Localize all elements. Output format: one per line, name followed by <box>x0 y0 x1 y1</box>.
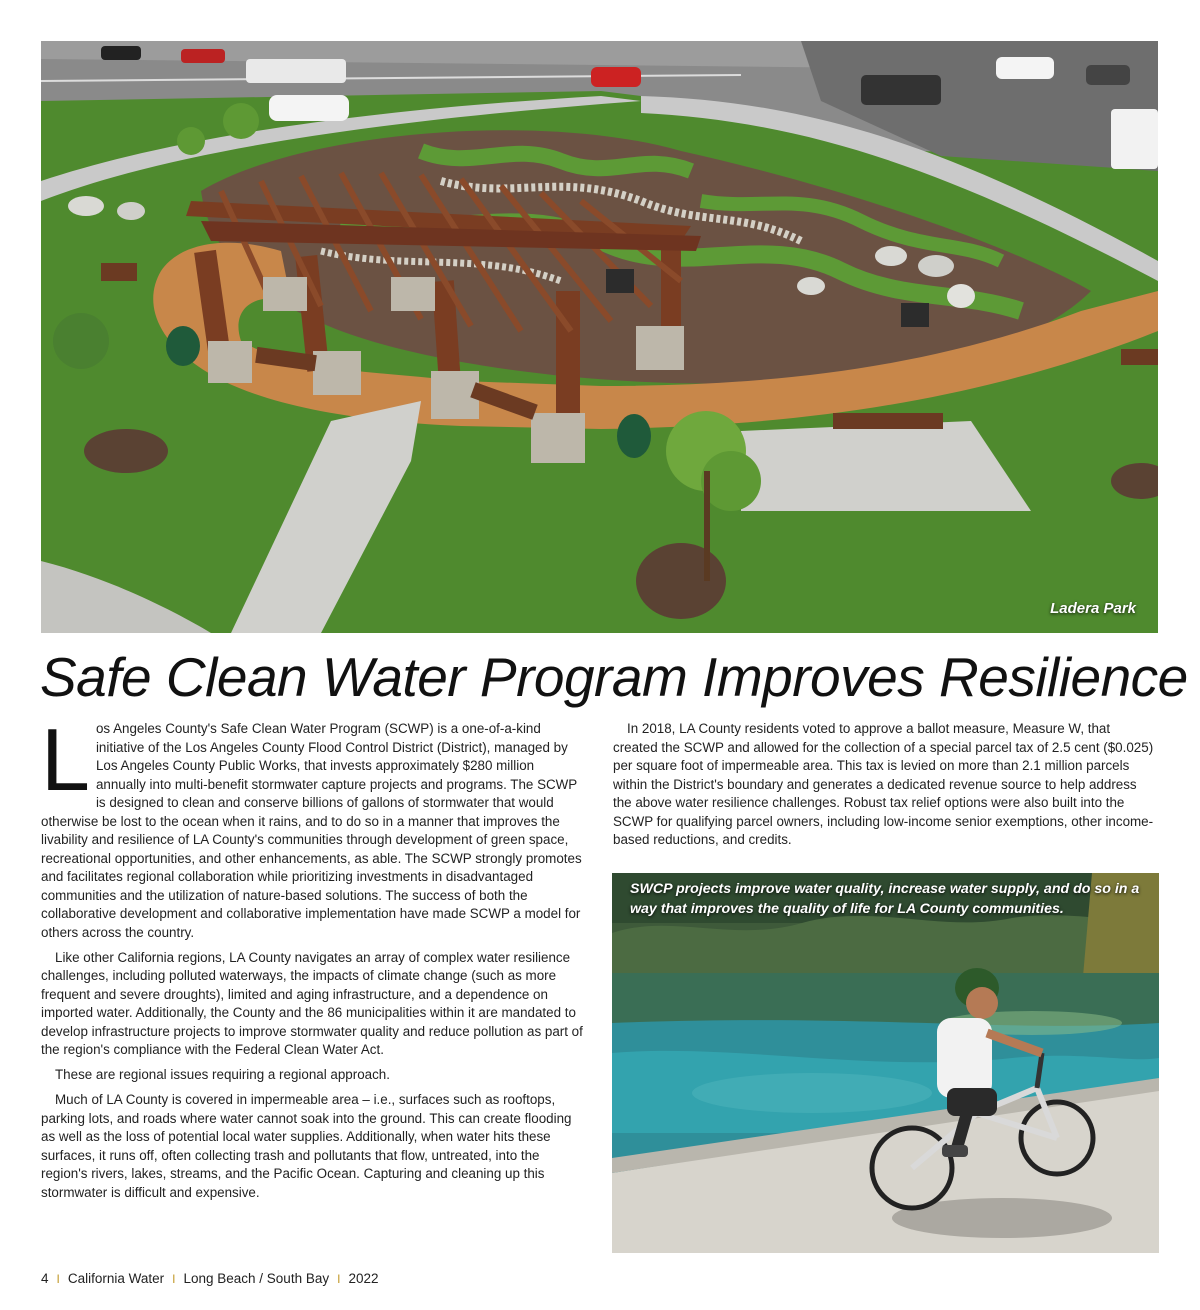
article-left-column <box>41 710 583 1209</box>
footer-separator: I <box>337 1272 341 1286</box>
footer-separator: I <box>56 1272 60 1286</box>
article-right-column <box>613 720 1155 856</box>
park-aerial-illustration <box>41 41 1158 633</box>
bicycle-lake-photo <box>612 873 1159 1253</box>
hero-photo <box>41 41 1158 633</box>
publication-name: California Water <box>67 1271 165 1286</box>
bicycle-lake-illustration <box>612 873 1159 1253</box>
article-paragraph-2: Like other California regions, LA County navigates an array of complex water resilience challenges, including polluted waterways, the impacts of climate change (such as more frequent and severe droughts), limited and aging infrastructure, and a dependence on imported water. Additionally, the County and the 86 municipalities within it are mandated to develop infrastructure projects to improve stormwater quality and reduce pollution as part of the region's compliance with the Federal Clean Water Act. <box>41 949 583 1057</box>
article-headline: Safe Clean Water Program Improves Resilience <box>40 646 1188 708</box>
article-paragraph-5: In 2018, LA County residents voted to approve a ballot measure, Measure W, that created the SCWP and allowed for the collection of a special parcel tax of 2.5 cent ($0.025) per square foot of impermeable area. This tax is levied on more than 2.1 million parcels within the District's boundary and generates a dedicated revenue source to help address the above water resilience challenges. Robust tax relief options were also built into the SCWP for qualifying parcel owners, including low-income senior exemptions, other income-based reductions, and credits. <box>613 721 1154 847</box>
paragraph-text: os Angeles County's Safe Clean Water Program (SCWP) is a one-of-a-kind initiative of the Los Angeles County Flood Control District (District), managed by Los Angeles County Public Works, that invests approximately $280 million annually into multi-benefit stormwater capture projects and programs. The SCWP is designed to clean and conserve billions of gallons of stormwater that would otherwise be lost to the ocean when it rains, and to do so in a manner that improves the livability and resilience of LA County's communities through development of green space, recreational opportunities, and other enhancements, as able. The SCWP strongly promotes and facilitates regional collaboration while prioritizing investments in disadvantaged communities and the utilization of nature-based solutions. The success of both the collaborative development and collaborative implementation have made SCWP a model for others across the country. <box>41 721 582 940</box>
article-paragraph-1 <box>41 710 583 942</box>
pull-quote: SWCP projects improve water quality, increase water supply, and do so in a way that improves the quality of life for LA County communities. <box>630 881 1140 917</box>
article-paragraph-4: Much of LA County is covered in impermeable area – i.e., surfaces such as rooftops, parking lots, and roads where water cannot soak into the ground. This can create flooding as well as the loss of potential local water supplies. Additionally, when water hits these surfaces, it runs off, often collecting trash and pollutants that flow, untreated, into the region's rivers, lakes, streams, and the Pacific Ocean. Capturing and cleaning up this stormwater is difficult and expensive. <box>41 1092 572 1200</box>
page-number: 4 <box>41 1271 49 1286</box>
hero-caption: Ladera Park <box>1050 600 1136 617</box>
page-footer <box>41 1271 378 1286</box>
article-paragraph-3: These are regional issues requiring a regional approach. <box>55 1067 390 1082</box>
region-name: Long Beach / South Bay <box>183 1271 330 1286</box>
publication-year: 2022 <box>348 1271 379 1286</box>
footer-separator: I <box>172 1272 176 1286</box>
drop-cap: L <box>41 710 90 809</box>
